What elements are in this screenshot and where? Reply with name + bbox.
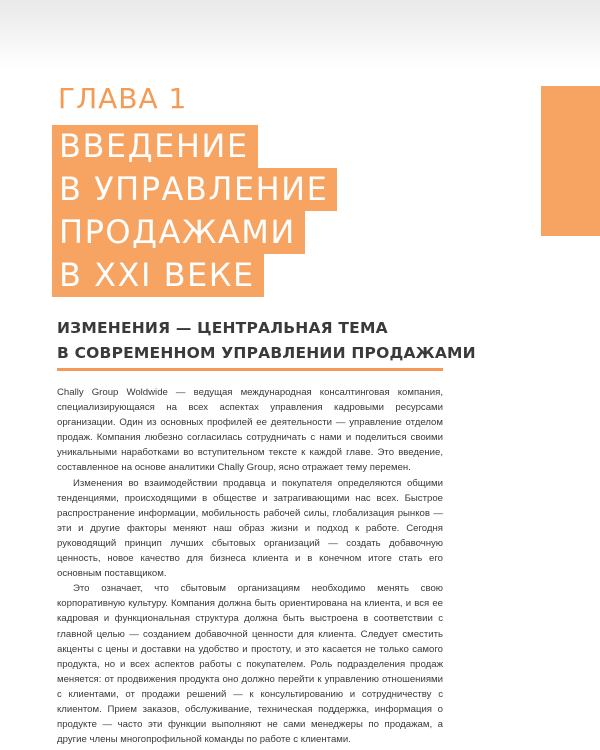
heading-divider: [57, 368, 443, 371]
title-line: В XXI ВЕКЕ: [52, 254, 264, 297]
chapter-label: ГЛАВА 1: [58, 82, 188, 115]
top-shade: [0, 0, 600, 70]
paragraph: Изменения во взаимодействии продавца и покупателя определяются общими тенденциями, происходящими в обществе и затрагивающими нас всех. Быстрое распространение информации, мобильность рабочей силы, глобализация рынков — эти и другие факторы меняют наш образ жизни и подход к работе. Сегодня руководящий принцип лучших сбытовых организаций — создать добавочную ценность, новое качество для бизнеса клиента и в конечном итоге стать его основным поставщиком.: [57, 477, 443, 580]
section-heading-line: ИЗМЕНЕНИЯ — ЦЕНТРАЛЬНАЯ ТЕМА: [57, 319, 388, 337]
title-line: В УПРАВЛЕНИЕ: [52, 168, 337, 211]
paragraph: Это означает, что сбытовым организациям необходимо менять свою корпоративную культуру. Компания должна быть ориентирована на клиента, и вся ее кадровая и функциональная структура должна быть выстроена в соответствии с главной целью — созданием добавочной ценности для клиента. Следует сместить акценты с цены и доставки на удобство и простоту, и это касается не только самого продукта, но и всех аспектов работы с покупателем. Роль подразделения продаж меняется: от продвижения продукта оно должно перейти к управлению отношениями с клиентами, от продажи решений — к консультированию и сотрудничеству с клиентом. Прием заказов, обслуживание, техническая поддержка, информация о продукте — часто эти функции выполняют не сами менеджеры по продажам, а другие члены многопрофильной команды по работе с клиентами.: [57, 583, 443, 746]
title-line: ВВЕДЕНИЕ: [52, 125, 258, 168]
chapter-side-tab: [541, 86, 600, 236]
body-text: [57, 385, 443, 747]
title-line: ПРОДАЖАМИ: [52, 211, 305, 254]
paragraph: Chally Group Woldwide — ведущая международная консалтинговая компания, специализирующаяся на всех аспектах управления кадровыми ресурсами организации. Один из основных профилей ее деятельности — управление отделом продаж. Компания любезно согласилась сотрудничать с нами и поделиться своими уникальными наработками во вступительном тексте к каждой главе. Это введение, составленное на основе аналитики Chally Group, ясно отражает тему перемен.: [57, 387, 443, 474]
section-heading: [57, 316, 476, 366]
section-heading-line: В СОВРЕМЕННОМ УПРАВЛЕНИИ ПРОДАЖАМИ: [57, 344, 476, 362]
chapter-title: [52, 125, 337, 297]
